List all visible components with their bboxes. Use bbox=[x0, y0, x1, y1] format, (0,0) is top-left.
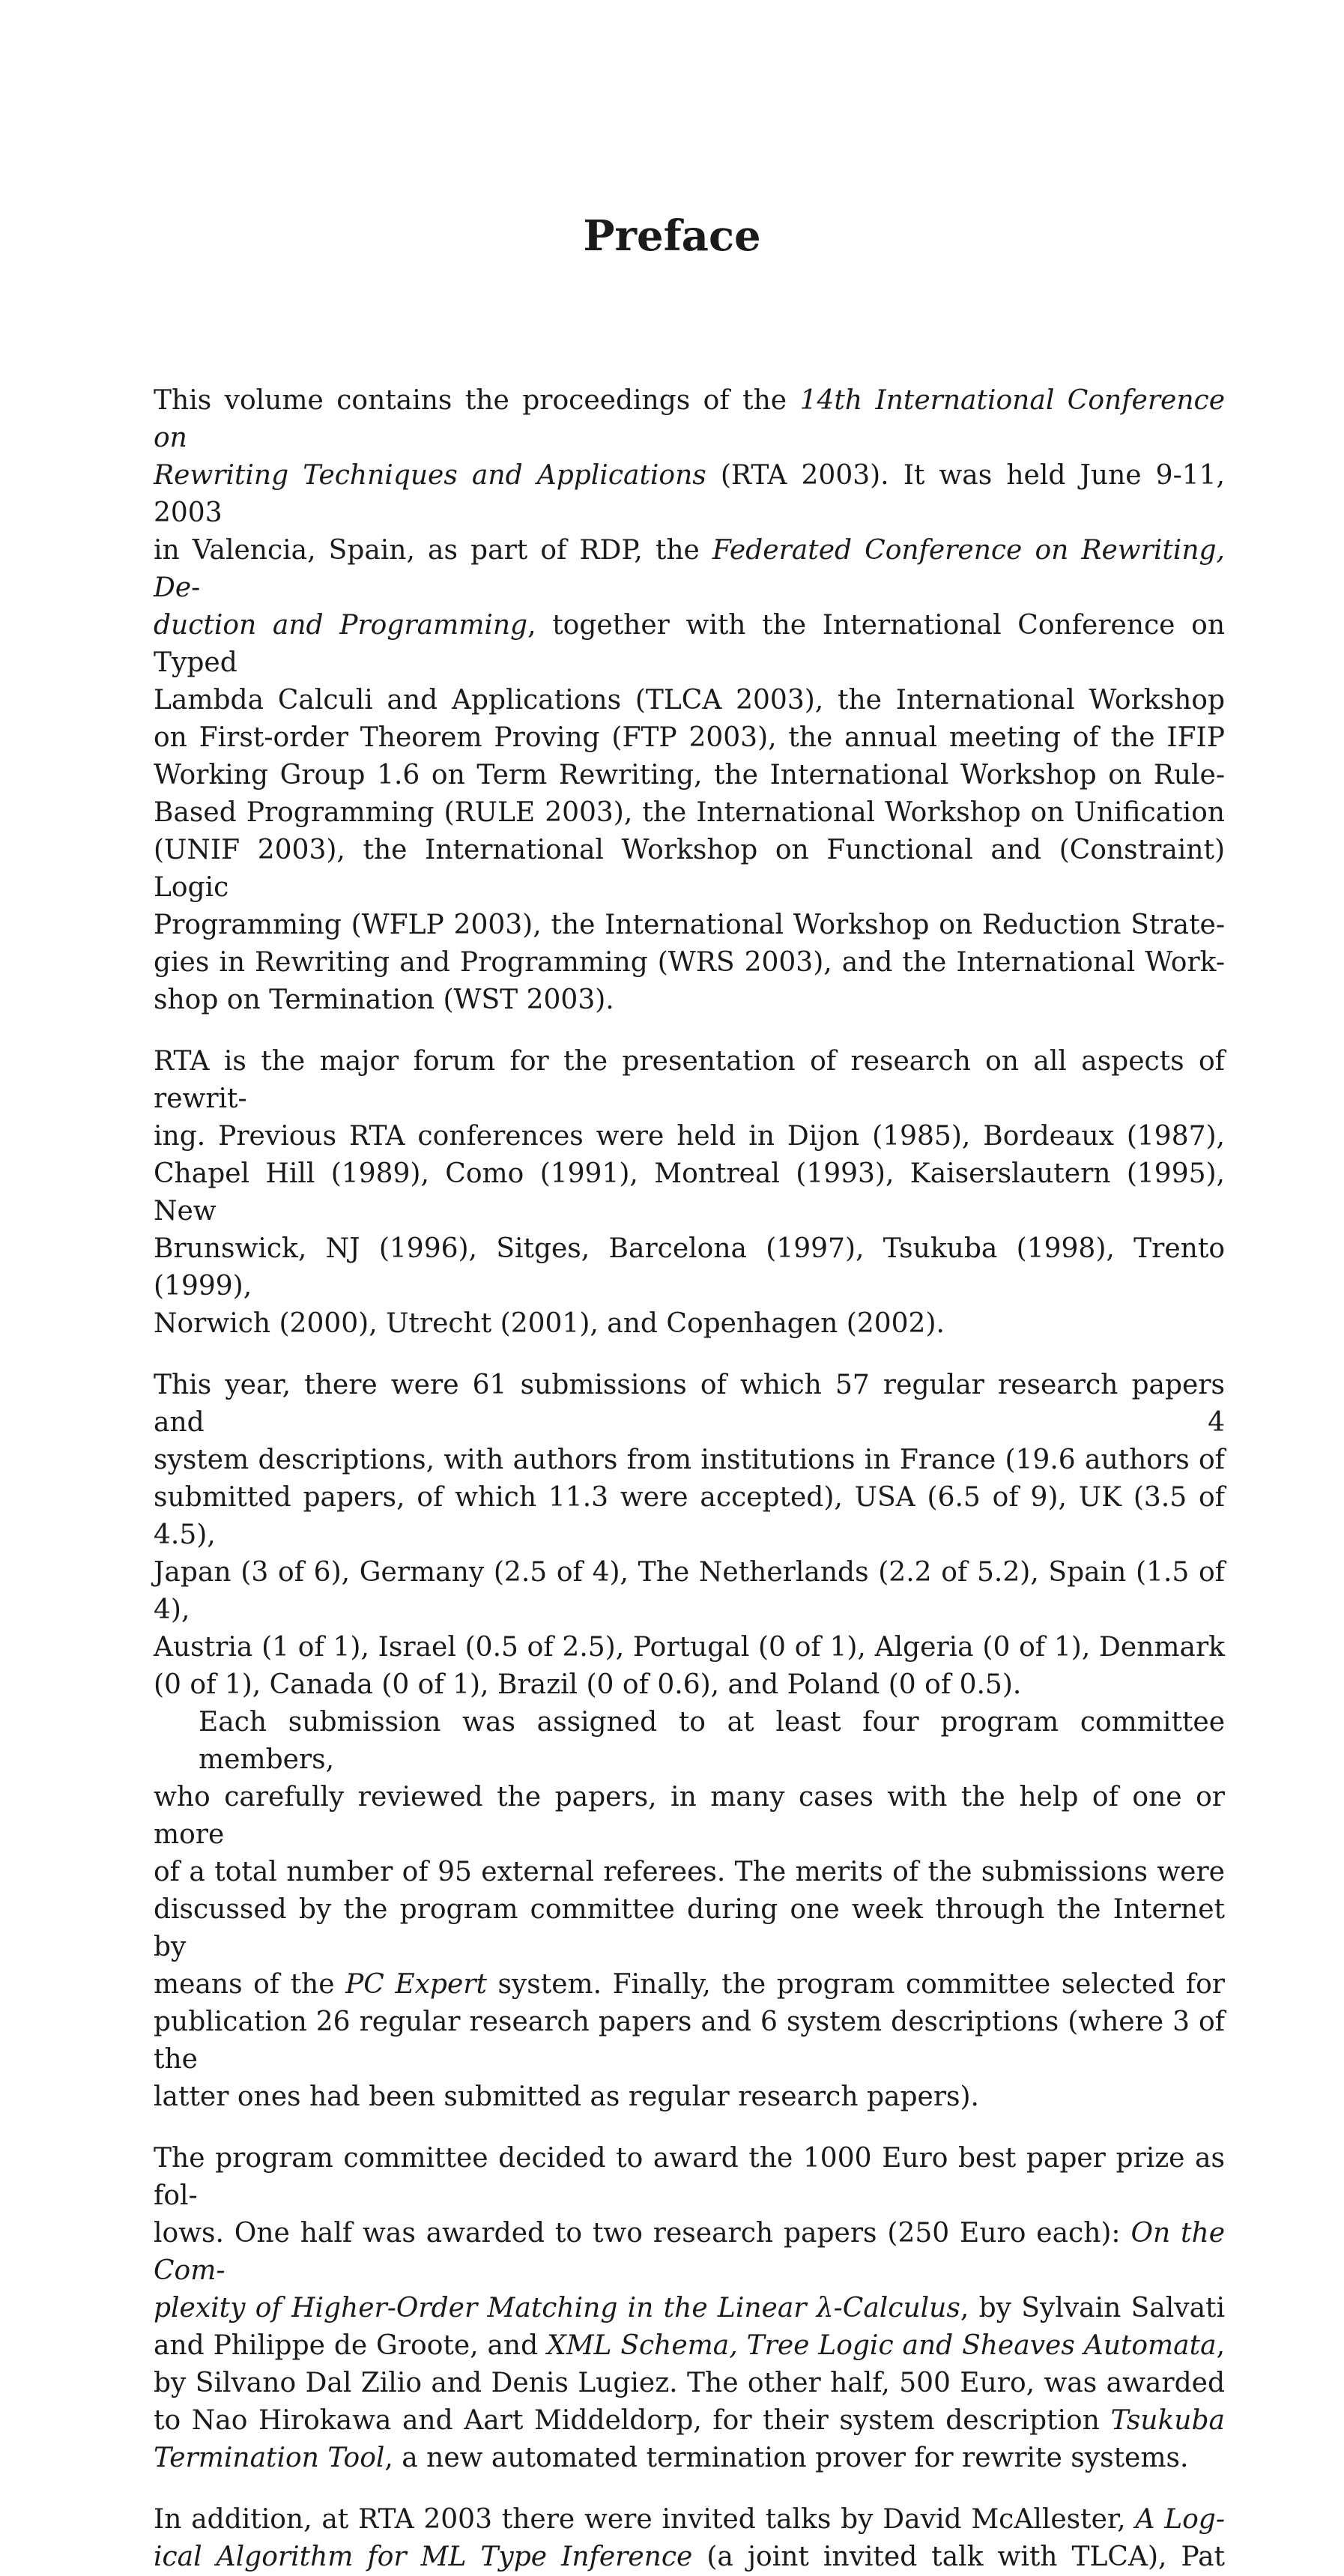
text-run: Each submission was assigned to at least four program committee members, bbox=[199, 1707, 1225, 1775]
text-line bbox=[154, 719, 1225, 757]
text-line bbox=[154, 2402, 1225, 2440]
italic-text: A Log- bbox=[1135, 2504, 1225, 2535]
italic-text: plexity of Higher-Order Matching in the Linear λ-Calculus bbox=[154, 2293, 960, 2323]
text-line bbox=[154, 1966, 1225, 2004]
text-run: Working Group 1.6 on Term Rewriting, the International Workshop on Rule- bbox=[154, 760, 1225, 790]
paragraph bbox=[154, 1367, 1225, 1704]
text-run: Norwich (2000), Utrecht (2001), and Copenhagen (2002). bbox=[154, 1308, 945, 1339]
text-run: , together with the International Conference on Typed bbox=[154, 610, 1226, 678]
preface-body bbox=[154, 382, 1225, 2576]
text-line bbox=[154, 1779, 1225, 1854]
text-run: shop on Termination (WST 2003). bbox=[154, 985, 614, 1015]
italic-text: 14th International Conference on bbox=[154, 385, 1225, 453]
text-run: in Valencia, Spain, as part of RDP, the bbox=[154, 535, 712, 566]
text-line bbox=[154, 682, 1225, 719]
text-run: Based Programming (RULE 2003), the International Workshop on Unification bbox=[154, 797, 1225, 828]
text-run: Austria (1 of 1), Israel (0.5 of 2.5), Portugal (0 of 1), Algeria (0 of 1), Denmark bbox=[154, 1632, 1225, 1663]
text-run: The program committee decided to award the 1000 Euro best paper prize as fol- bbox=[154, 2143, 1225, 2211]
text-run: RTA is the major forum for the presentation of research on all aspects of rewrit- bbox=[154, 1046, 1225, 1114]
text-run: Programming (WFLP 2003), the International Workshop on Reduction Strate- bbox=[154, 910, 1225, 940]
text-line bbox=[154, 1479, 1225, 1554]
text-run: (0 of 1), Canada (0 of 1), Brazil (0 of 0.6), and Poland (0 of 0.5). bbox=[154, 1669, 1022, 1700]
text-run: In addition, at RTA 2003 there were invited talks by David McAllester, bbox=[154, 2504, 1136, 2535]
text-run: Chapel Hill (1989), Como (1991), Montreal (1993), Kaiserslautern (1995), New bbox=[154, 1158, 1225, 1227]
text-run: and Philippe de Groote, and bbox=[154, 2330, 548, 2361]
text-line bbox=[154, 1854, 1225, 1891]
text-line bbox=[154, 1891, 1225, 1966]
text-run: means of the bbox=[154, 1969, 346, 2000]
text-run: , bbox=[1216, 2330, 1226, 2361]
text-run: gies in Rewriting and Programming (WRS 2003), and the International Work- bbox=[154, 947, 1225, 978]
text-run: (a joint invited talk with TLCA), Pat bbox=[692, 2542, 1225, 2572]
text-run: , by Sylvain Salvati bbox=[960, 2293, 1226, 2323]
text-line bbox=[154, 1629, 1225, 1666]
text-line bbox=[154, 2140, 1225, 2215]
text-line bbox=[154, 2365, 1225, 2402]
text-run: by Silvano Dal Zilio and Denis Lugiez. The other half, 500 Euro, was awarded bbox=[154, 2368, 1225, 2398]
text-line bbox=[154, 1118, 1225, 1155]
text-run: lows. One half was awarded to two research papers (250 Euro each): bbox=[154, 2218, 1131, 2249]
text-line bbox=[154, 1442, 1225, 1479]
text-run: , a new automated termination prover for rewrite systems. bbox=[384, 2443, 1189, 2473]
italic-text: Termination Tool bbox=[154, 2443, 385, 2473]
text-run: This year, there were 61 submissions of which 57 regular research papers and 4 bbox=[154, 1370, 1225, 1438]
text-run: submitted papers, of which 11.3 were accepted), USA (6.5 of 9), UK (3.5 of 4.5), bbox=[154, 1482, 1225, 1550]
text-line bbox=[154, 907, 1225, 944]
text-line bbox=[154, 982, 1225, 1019]
text-run: of a total number of 95 external referees. The merits of the submissions were bbox=[154, 1857, 1225, 1887]
text-line bbox=[154, 382, 1225, 457]
text-run: on First-order Theorem Proving (FTP 2003), the annual meeting of the IFIP bbox=[154, 722, 1225, 753]
italic-text: duction and Programming bbox=[154, 610, 528, 641]
italic-text: Rewriting Techniques and Applications bbox=[154, 460, 706, 491]
text-run: This volume contains the proceedings of the bbox=[154, 385, 800, 416]
text-run: system descriptions, with authors from institutions in France (19.6 authors of bbox=[154, 1445, 1225, 1475]
text-run: Brunswick, NJ (1996), Sitges, Barcelona (1997), Tsukuba (1998), Trento (1999), bbox=[154, 1233, 1225, 1301]
text-line bbox=[154, 532, 1225, 607]
text-line bbox=[154, 2539, 1225, 2576]
paragraph bbox=[154, 382, 1225, 1019]
text-line bbox=[154, 1367, 1225, 1442]
italic-text: ical Algorithm for ML Type Inference bbox=[154, 2542, 693, 2572]
text-line bbox=[154, 457, 1225, 532]
text-run: system. Finally, the program committee selected for bbox=[486, 1969, 1225, 2000]
text-line bbox=[154, 1230, 1225, 1305]
italic-text: XML Schema, Tree Logic and Sheaves Automata bbox=[547, 2330, 1217, 2361]
text-line bbox=[154, 1155, 1225, 1230]
italic-text: PC Expert bbox=[345, 1969, 487, 2000]
text-run: (UNIF 2003), the International Workshop on Functional and (Constraint) Logic bbox=[154, 835, 1225, 903]
text-line bbox=[154, 1666, 1225, 1704]
text-line bbox=[154, 757, 1225, 794]
paragraph bbox=[154, 1704, 1225, 2116]
italic-text: Federated Conference on Rewriting, De- bbox=[154, 535, 1225, 603]
italic-text: Tsukuba bbox=[1110, 2405, 1225, 2436]
text-run: Lambda Calculi and Applications (TLCA 2003), the International Workshop bbox=[154, 685, 1225, 716]
text-run: Japan (3 of 6), Germany (2.5 of 4), The Netherlands (2.2 of 5.2), Spain (1.5 of 4), bbox=[154, 1557, 1225, 1625]
paragraph bbox=[154, 2501, 1225, 2576]
italic-text: On the Com- bbox=[154, 2218, 1225, 2286]
text-line bbox=[154, 1305, 1225, 1343]
text-line bbox=[154, 2501, 1225, 2539]
text-line bbox=[154, 832, 1225, 907]
text-line bbox=[154, 1704, 1225, 1779]
text-run: to Nao Hirokawa and Aart Middeldorp, for their system description bbox=[154, 2405, 1111, 2436]
text-line bbox=[154, 2004, 1225, 2078]
text-run: discussed by the program committee during one week through the Internet by bbox=[154, 1894, 1225, 1962]
text-line bbox=[154, 2290, 1225, 2327]
text-line bbox=[154, 2440, 1225, 2477]
text-run: (RTA 2003). It was held June 9-11, 2003 bbox=[154, 460, 1225, 528]
text-line bbox=[154, 944, 1225, 982]
text-run: publication 26 regular research papers and 6 system descriptions (where 3 of the bbox=[154, 2007, 1225, 2075]
text-run: ing. Previous RTA conferences were held in Dijon (1985), Bordeaux (1987), bbox=[154, 1121, 1225, 1152]
text-line bbox=[154, 2078, 1225, 2116]
text-run: latter ones had been submitted as regular research papers). bbox=[154, 2081, 979, 2112]
text-run: who carefully reviewed the papers, in many cases with the help of one or more bbox=[154, 1782, 1225, 1850]
text-line bbox=[154, 794, 1225, 832]
text-line bbox=[154, 2215, 1225, 2290]
text-line bbox=[154, 1554, 1225, 1629]
text-line bbox=[154, 607, 1225, 682]
page-title: Preface bbox=[583, 211, 761, 261]
text-line bbox=[154, 2327, 1225, 2365]
text-line bbox=[154, 1043, 1225, 1118]
paragraph bbox=[154, 2140, 1225, 2477]
paragraph bbox=[154, 1043, 1225, 1343]
